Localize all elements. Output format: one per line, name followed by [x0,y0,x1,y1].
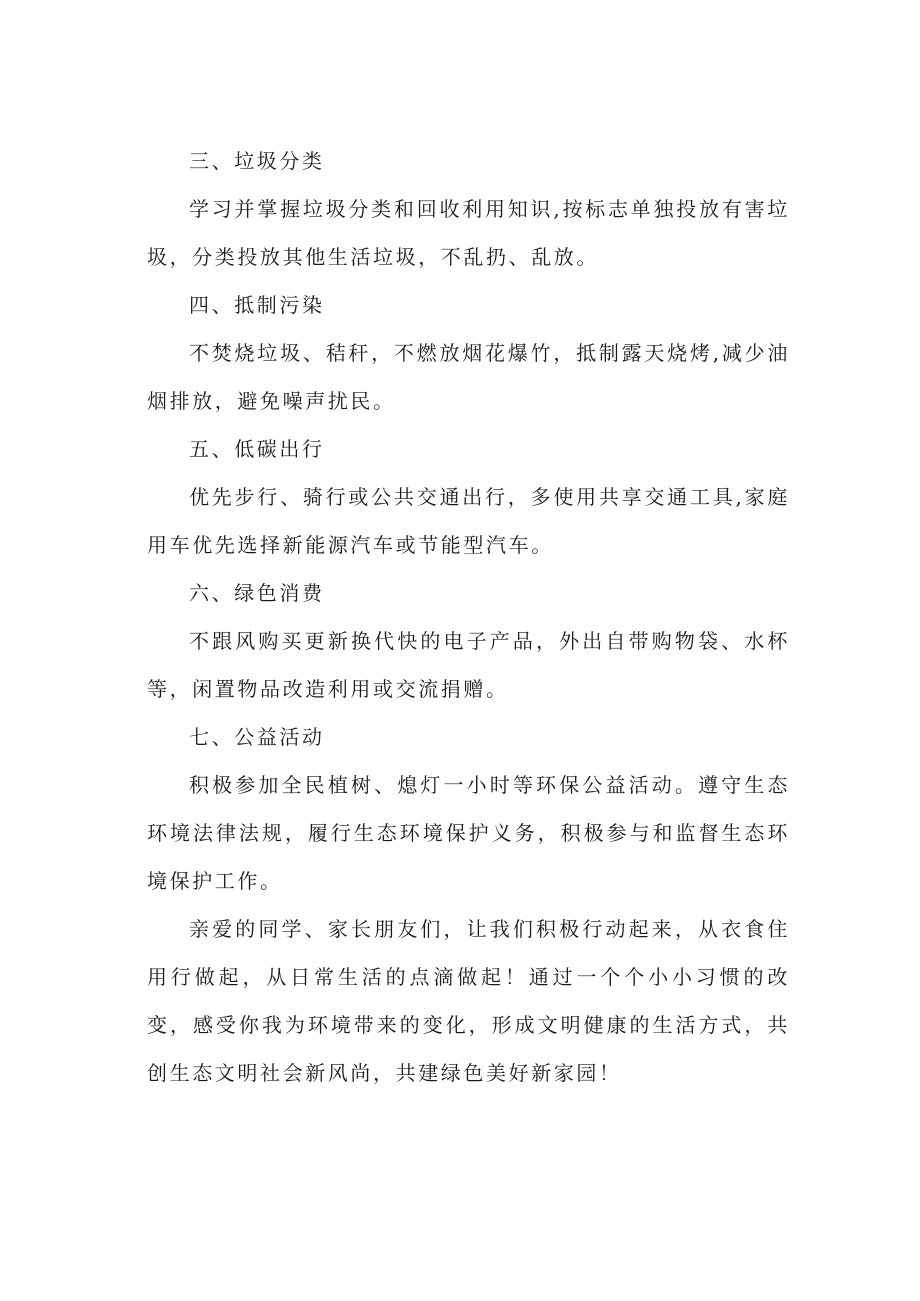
closing-paragraph: 亲爱的同学、家长朋友们，让我们积极行动起来，从衣食住用行做起，从日常生活的点滴做起！通过一个个小小习惯的改变，感受你我为环境带来的变化，形成文明健康的生活方式，共创生态文明社会新风尚，共建绿色美好新家园！ [147,917,790,1085]
section-body-public-welfare: 积极参加全民植树、熄灯一小时等环保公益活动。遵守生态环境法律法规，履行生态环境保护义务，积极参与和监督生态环境保护工作。 [147,773,790,893]
section-heading-low-carbon-travel: 五、低碳出行 [189,437,325,461]
section-body-green-consumption: 不跟风购买更新换代快的电子产品，外出自带购物袋、水杯等，闲置物品改造利用或交流捐赠。 [147,629,790,701]
section-body-resist-pollution: 不焚烧垃圾、秸秆，不燃放烟花爆竹，抵制露天烧烤,减少油烟排放，避免噪声扰民。 [147,341,790,413]
section-body-low-carbon-travel: 优先步行、骑行或公共交通出行，多使用共享交通工具,家庭用车优先选择新能源汽车或节能型汽车。 [147,485,790,557]
section-heading-garbage-sorting: 三、垃圾分类 [189,149,325,173]
section-heading-green-consumption: 六、绿色消费 [189,581,325,605]
section-heading-resist-pollution: 四、抵制污染 [189,293,325,317]
section-heading-public-welfare: 七、公益活动 [189,725,325,749]
section-body-garbage-sorting: 学习并掌握垃圾分类和回收利用知识,按标志单独投放有害垃圾，分类投放其他生活垃圾，不乱扔、乱放。 [147,197,790,269]
